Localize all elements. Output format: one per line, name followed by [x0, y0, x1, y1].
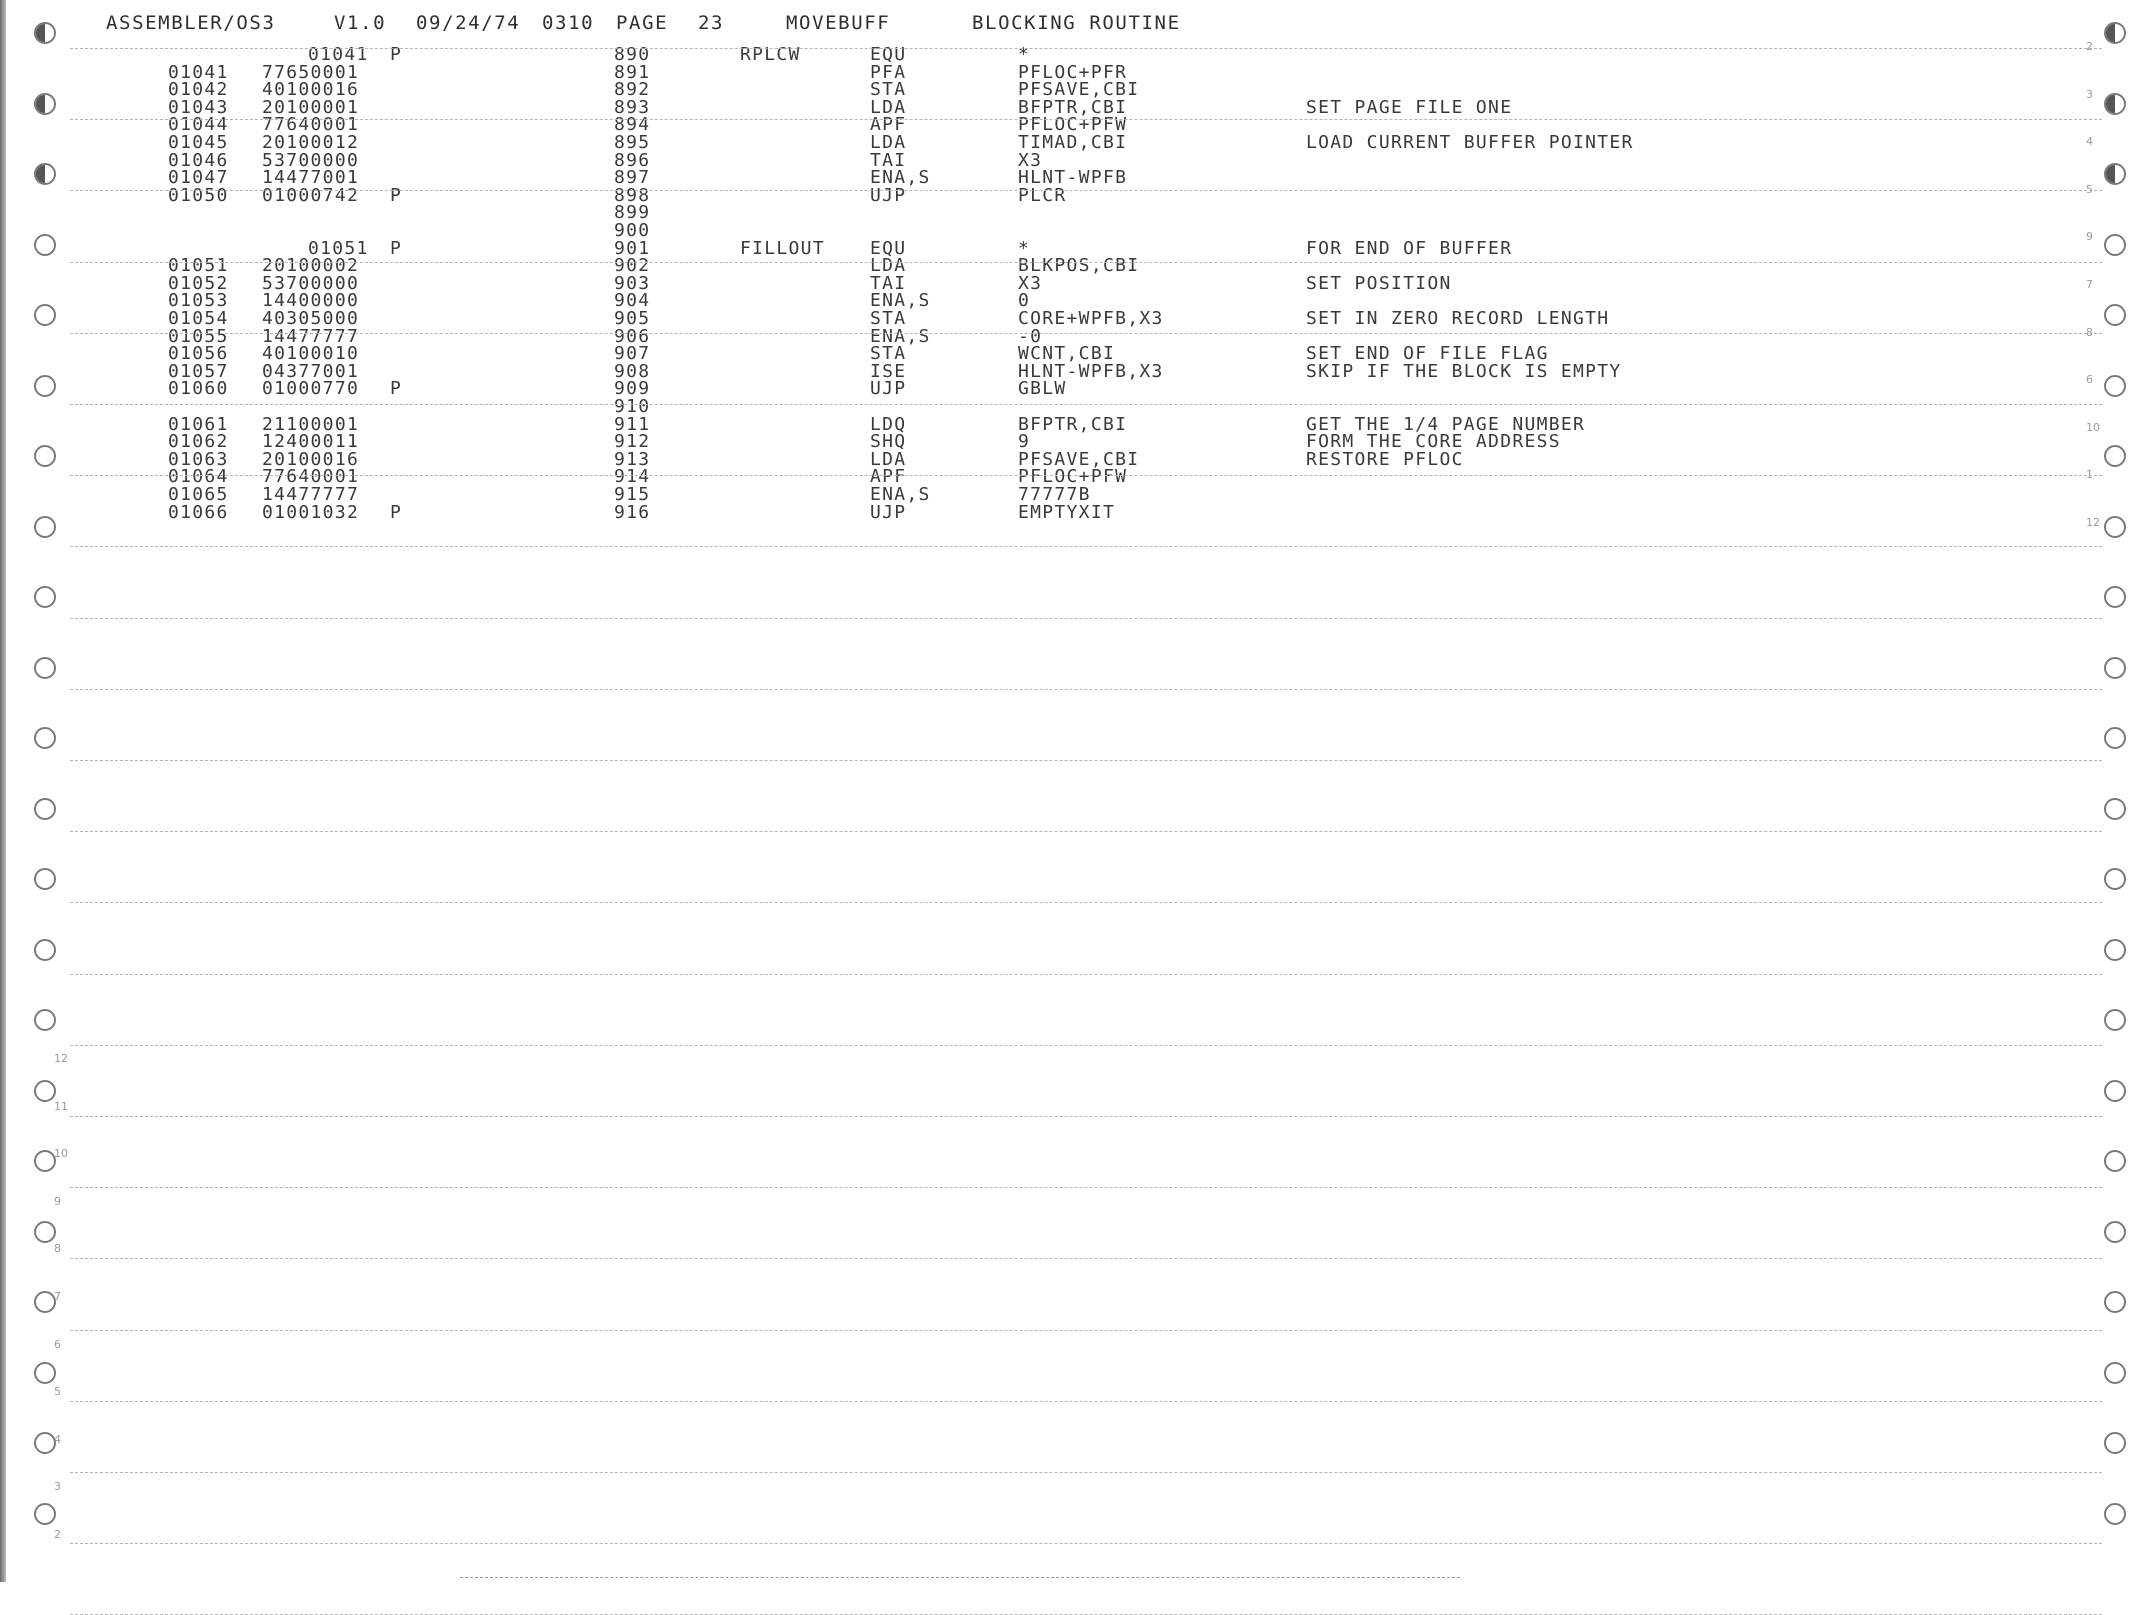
- listing-line: 906: [614, 325, 651, 347]
- listing-word: 20100002: [262, 255, 360, 277]
- listing-loc: 01046: [168, 149, 229, 171]
- listing-line: 896: [614, 149, 651, 171]
- listing-operand: BFPTR,CBI: [1018, 96, 1128, 118]
- form-rule: [70, 1543, 2102, 1544]
- listing-word: 01051: [308, 237, 369, 259]
- listing-operand: 9: [1018, 431, 1031, 453]
- listing-line: 901: [614, 237, 651, 259]
- listing-operand: X3: [1018, 272, 1043, 294]
- margin-number-left: 9: [54, 1194, 61, 1208]
- margin-number-left: 5: [54, 1385, 61, 1399]
- form-rule: [70, 1045, 2102, 1046]
- margin-number-right: 1: [2086, 468, 2093, 482]
- margin-number-left: 2: [54, 1528, 61, 1541]
- listing-operand: PFLOC+PFR: [1018, 61, 1128, 83]
- tractor-hole: [34, 93, 56, 115]
- listing-comment: RESTORE PFLOC: [1306, 448, 1464, 470]
- tractor-hole: [34, 1362, 56, 1384]
- listing-line: 914: [614, 466, 651, 488]
- margin-number-right: 7: [2086, 278, 2093, 291]
- listing-operand: HLNT-WPFB: [1018, 167, 1128, 189]
- form-rule: [70, 475, 2102, 476]
- assembler-name: ASSEMBLER/OS3: [106, 12, 276, 34]
- margin-number-left: 4: [54, 1432, 61, 1446]
- listing-label: FILLOUT: [740, 237, 825, 259]
- listing-reloc: P: [390, 501, 403, 523]
- listing-comment: FOR END OF BUFFER: [1306, 237, 1513, 259]
- listing-operand: PFLOC+PFW: [1018, 114, 1128, 136]
- listing-loc: 01041: [168, 61, 229, 83]
- tractor-hole: [34, 1080, 56, 1102]
- listing-loc: 01044: [168, 114, 229, 136]
- listing-comment: SET END OF FILE FLAG: [1306, 343, 1549, 365]
- listing-op: ENA,S: [870, 325, 931, 347]
- listing-line: 911: [614, 413, 651, 435]
- form-rule: [70, 760, 2102, 761]
- listing-word: 14477777: [262, 325, 360, 347]
- program-name: MOVEBUFF: [786, 12, 891, 34]
- tractor-hole: [2104, 1221, 2126, 1243]
- listing-line: 916: [614, 501, 651, 523]
- listing-word: 53700000: [262, 149, 360, 171]
- listing-reloc: P: [390, 378, 403, 400]
- listing-operand: X3: [1018, 149, 1043, 171]
- tractor-hole: [34, 657, 56, 679]
- listing-word: 21100001: [262, 413, 360, 435]
- listing-op: STA: [870, 308, 907, 329]
- listing-line: 893: [614, 96, 651, 118]
- margin-number-right: 4: [2086, 135, 2093, 149]
- listing-reloc: P: [390, 237, 403, 259]
- listing-loc: 01045: [168, 132, 229, 153]
- listing-operand: EMPTYXIT: [1018, 501, 1116, 523]
- tractor-hole: [2104, 445, 2126, 467]
- listing-operand: *: [1018, 44, 1031, 65]
- listing-reloc: P: [390, 184, 403, 206]
- listing-word: 77650001: [262, 61, 360, 83]
- listing-line: 903: [614, 272, 651, 294]
- tractor-hole: [34, 516, 56, 538]
- margin-number-left: 12: [54, 1052, 68, 1065]
- listing-comment: GET THE 1/4 PAGE NUMBER: [1306, 413, 1586, 435]
- listing-line: 904: [614, 290, 651, 312]
- tractor-hole: [34, 375, 56, 397]
- listing-line: 915: [614, 484, 651, 505]
- listing-op: LDA: [870, 255, 907, 277]
- listing-word: 20100001: [262, 96, 360, 118]
- form-rule: [70, 404, 2102, 405]
- tractor-hole: [34, 868, 56, 890]
- margin-number-left: 6: [54, 1337, 61, 1351]
- listing-line: 900: [614, 220, 651, 241]
- tractor-hole: [2104, 375, 2126, 397]
- listing-line: 909: [614, 378, 651, 400]
- listing-word: 53700000: [262, 272, 360, 294]
- listing-word: 01001032: [262, 501, 360, 523]
- listing-line: 891: [614, 61, 651, 83]
- listing-loc: 01064: [168, 466, 229, 488]
- listing-op: UJP: [870, 184, 907, 206]
- listing-op: LDA: [870, 132, 907, 153]
- listing-op: UJP: [870, 378, 907, 400]
- margin-number-right: 9: [2086, 230, 2093, 244]
- listing-word: 40100010: [262, 343, 360, 365]
- listing-line: 898: [614, 184, 651, 206]
- margin-number-right: 10: [2086, 420, 2100, 434]
- listing-op: SHQ: [870, 431, 907, 453]
- listing-loc: 01057: [168, 360, 229, 382]
- listing-op: LDA: [870, 448, 907, 470]
- form-rule: [70, 190, 2102, 191]
- tractor-hole: [34, 445, 56, 467]
- tractor-hole: [2104, 1432, 2126, 1454]
- listing-line: 895: [614, 132, 651, 153]
- tractor-hole: [34, 798, 56, 820]
- form-rule: [70, 119, 2102, 120]
- margin-number-left: 7: [54, 1290, 61, 1303]
- listing-loc: 01056: [168, 343, 229, 365]
- listing-loc: 01051: [168, 255, 229, 277]
- listing-comment: SET IN ZERO RECORD LENGTH: [1306, 308, 1610, 329]
- tractor-hole: [34, 1291, 56, 1313]
- form-rule: [70, 831, 2102, 832]
- form-rule: [70, 618, 2102, 619]
- listing-op: LDQ: [870, 413, 907, 435]
- listing-line: 905: [614, 308, 651, 329]
- form-rule: [70, 689, 2102, 690]
- listing-operand: 0: [1018, 290, 1031, 312]
- listing-op: UJP: [870, 501, 907, 523]
- listing-word: 01000742: [262, 184, 360, 206]
- listing-loc: 01065: [168, 484, 229, 505]
- listing-word: 20100012: [262, 132, 360, 153]
- listing-op: EQU: [870, 237, 907, 259]
- listing-loc: 01050: [168, 184, 229, 206]
- tractor-hole: [2104, 1009, 2126, 1031]
- listing-op: PFA: [870, 61, 907, 83]
- page-number: 23: [698, 12, 725, 34]
- listing-op: TAI: [870, 149, 907, 171]
- listing-comment: FORM THE CORE ADDRESS: [1306, 431, 1561, 453]
- listing-line: 902: [614, 255, 651, 277]
- listing-operand: WCNT,CBI: [1018, 343, 1116, 365]
- tractor-hole: [34, 1503, 56, 1525]
- tractor-hole: [2104, 516, 2126, 538]
- tractor-hole: [34, 939, 56, 961]
- listing-operand: -0: [1018, 325, 1043, 347]
- listing-op: ENA,S: [870, 484, 931, 505]
- listing-word: 40305000: [262, 308, 360, 329]
- listing-header: [106, 12, 1181, 36]
- listing-operand: TIMAD,CBI: [1018, 132, 1128, 153]
- listing-operand: PFSAVE,CBI: [1018, 79, 1140, 101]
- tractor-hole: [34, 163, 56, 185]
- form-rule: [70, 1401, 2102, 1402]
- margin-number-left: 8: [54, 1242, 61, 1256]
- listing-loc: 01043: [168, 96, 229, 118]
- tractor-hole: [2104, 1291, 2126, 1313]
- listing-line: 913: [614, 448, 651, 470]
- form-rule: [70, 546, 2102, 547]
- form-rule: [70, 1330, 2102, 1331]
- tractor-hole: [34, 1432, 56, 1454]
- listing-word: 01000770: [262, 378, 360, 400]
- listing-word: 20100016: [262, 448, 360, 470]
- listing-word: 40100016: [262, 79, 360, 101]
- listing-operand: PFLOC+PFW: [1018, 466, 1128, 488]
- form-rule: [70, 333, 2102, 334]
- form-rule: [70, 974, 2102, 975]
- assembler-version: V1.0: [334, 12, 387, 34]
- listing-loc: 01052: [168, 272, 229, 294]
- tractor-hole: [2104, 727, 2126, 749]
- tear-line: [460, 1577, 1460, 1578]
- form-rule: [70, 48, 2102, 49]
- margin-number-right: 2: [2086, 40, 2093, 53]
- listing-word: 12400011: [262, 431, 360, 453]
- margin-number-left: 3: [54, 1480, 61, 1494]
- listing-line: 897: [614, 167, 651, 189]
- paper-edge: [0, 0, 6, 1582]
- tractor-hole: [34, 1009, 56, 1031]
- assembly-time: 0310: [542, 12, 595, 34]
- tractor-hole: [2104, 1150, 2126, 1172]
- assembly-date: 09/24/74: [416, 12, 521, 34]
- listing-word: 77640001: [262, 466, 360, 488]
- tractor-hole: [2104, 163, 2126, 185]
- listing-operand: CORE+WPFB,X3: [1018, 308, 1164, 329]
- listing-loc: 01055: [168, 325, 229, 347]
- listing-line: 894: [614, 114, 651, 136]
- page-label: PAGE: [616, 12, 669, 34]
- listing-comment: SET PAGE FILE ONE: [1306, 96, 1513, 118]
- listing-comment: LOAD CURRENT BUFFER POINTER: [1306, 132, 1634, 153]
- margin-number-right: 5: [2086, 182, 2093, 196]
- tractor-hole: [34, 1150, 56, 1172]
- margin-number-right: 12: [2086, 516, 2100, 529]
- listing-op: STA: [870, 79, 907, 101]
- tractor-hole: [34, 586, 56, 608]
- routine-title: BLOCKING ROUTINE: [972, 12, 1181, 34]
- listing-word: 14400000: [262, 290, 360, 312]
- margin-number-right: 3: [2086, 87, 2093, 101]
- listing-loc: 01054: [168, 308, 229, 329]
- tractor-hole: [2104, 234, 2126, 256]
- listing-loc: 01053: [168, 290, 229, 312]
- form-rule: [70, 1472, 2102, 1473]
- listing-word: 04377001: [262, 360, 360, 382]
- margin-number-right: 6: [2086, 373, 2093, 387]
- listing-label: RPLCW: [740, 44, 801, 65]
- listing-operand: PFSAVE,CBI: [1018, 448, 1140, 470]
- listing-operand: BFPTR,CBI: [1018, 413, 1128, 435]
- listing-line: 912: [614, 431, 651, 453]
- listing-operand: GBLW: [1018, 378, 1067, 400]
- listing-loc: 01047: [168, 167, 229, 189]
- listing-op: ENA,S: [870, 167, 931, 189]
- tractor-hole: [34, 234, 56, 256]
- listing-comment: SET POSITION: [1306, 272, 1452, 294]
- tractor-hole: [34, 304, 56, 326]
- listing-op: TAI: [870, 272, 907, 294]
- tractor-hole: [2104, 868, 2126, 890]
- tractor-hole: [34, 1221, 56, 1243]
- tractor-hole: [2104, 939, 2126, 961]
- listing-word: 01041: [308, 44, 369, 65]
- listing-op: STA: [870, 343, 907, 365]
- form-rule: [70, 1116, 2102, 1117]
- listing-loc: 01042: [168, 79, 229, 101]
- form-rule: [70, 1258, 2102, 1259]
- listing-line: 892: [614, 79, 651, 101]
- listing-op: ISE: [870, 360, 907, 382]
- tractor-hole: [34, 22, 56, 44]
- listing-op: APF: [870, 466, 907, 488]
- listing-word: 14477001: [262, 167, 360, 189]
- listing-word: 77640001: [262, 114, 360, 136]
- listing-op: LDA: [870, 96, 907, 118]
- tractor-hole: [2104, 1503, 2126, 1525]
- form-rule: [70, 1187, 2102, 1188]
- tractor-hole: [2104, 1080, 2126, 1102]
- listing-operand: 77777B: [1018, 484, 1091, 505]
- listing-op: EQU: [870, 44, 907, 65]
- margin-number-left: 10: [54, 1147, 68, 1161]
- margin-number-left: 11: [54, 1099, 68, 1113]
- listing-operand: PLCR: [1018, 184, 1067, 206]
- listing-loc: 01066: [168, 501, 229, 523]
- listing-line: 910: [614, 396, 651, 417]
- listing-line: 899: [614, 202, 651, 224]
- form-rule: [70, 902, 2102, 903]
- listing-line: 890: [614, 44, 651, 65]
- tractor-hole: [34, 727, 56, 749]
- listing-op: ENA,S: [870, 290, 931, 312]
- listing-line: 907: [614, 343, 651, 365]
- margin-number-right: 8: [2086, 325, 2093, 339]
- listing-reloc: P: [390, 44, 403, 65]
- tractor-hole: [2104, 93, 2126, 115]
- listing-comment: SKIP IF THE BLOCK IS EMPTY: [1306, 360, 1622, 382]
- tractor-hole: [2104, 586, 2126, 608]
- tractor-hole: [2104, 798, 2126, 820]
- listing-line: 908: [614, 360, 651, 382]
- listing-loc: 01060: [168, 378, 229, 400]
- listing-loc: 01062: [168, 431, 229, 453]
- tractor-hole: [2104, 1362, 2126, 1384]
- listing-word: 14477777: [262, 484, 360, 505]
- listing-op: APF: [870, 114, 907, 136]
- listing-operand: BLKPOS,CBI: [1018, 255, 1140, 277]
- tractor-hole: [2104, 657, 2126, 679]
- listing-operand: HLNT-WPFB,X3: [1018, 360, 1164, 382]
- tractor-hole: [2104, 22, 2126, 44]
- tractor-hole: [2104, 304, 2126, 326]
- listing-loc: 01061: [168, 413, 229, 435]
- form-rule: [70, 262, 2102, 263]
- listing-operand: *: [1018, 237, 1031, 259]
- listing-loc: 01063: [168, 448, 229, 470]
